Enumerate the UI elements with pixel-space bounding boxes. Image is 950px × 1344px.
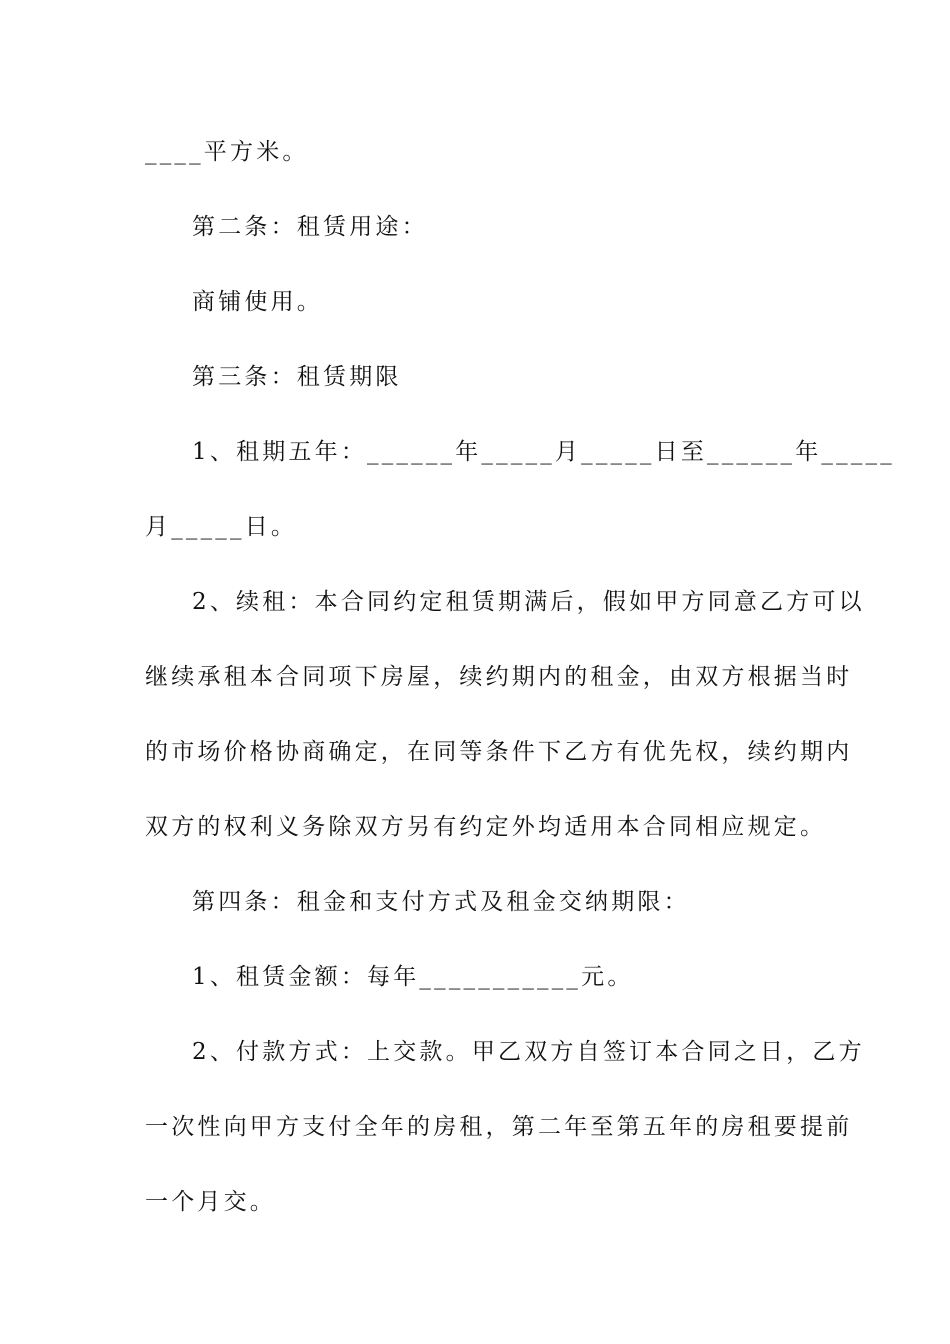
rent-amount-line: 1、租赁金额：每年___________元。	[192, 964, 634, 990]
renewal-paragraph-line-2: 继续承租本合同项下房屋，续约期内的租金，由双方根据当时	[145, 664, 853, 690]
article-2-heading: 第二条：租赁用途：	[192, 214, 428, 240]
payment-paragraph-line-1: 2、付款方式：上交款。甲乙双方自签订本合同之日，乙方	[192, 1039, 865, 1065]
renewal-paragraph-line-4: 双方的权利义务除双方另有约定外均适用本合同相应规定。	[145, 814, 827, 840]
renewal-paragraph-line-1: 2、续租：本合同约定租赁期满后，假如甲方同意乙方可以	[192, 589, 865, 615]
article-4-heading: 第四条：租金和支付方式及租金交纳期限：	[192, 889, 690, 915]
lease-term-line-continued: 月_____日。	[145, 514, 298, 540]
area-line: ____平方米。	[145, 139, 309, 165]
payment-paragraph-line-3: 一个月交。	[145, 1189, 276, 1215]
article-3-heading: 第三条：租赁期限	[192, 364, 402, 390]
usage-line: 商铺使用。	[192, 289, 323, 315]
payment-paragraph-line-2: 一次性向甲方支付全年的房租，第二年至第五年的房租要提前	[145, 1114, 853, 1140]
lease-term-line: 1、租期五年：______年_____月_____日至______年_____	[192, 439, 895, 465]
renewal-paragraph-line-3: 的市场价格协商确定，在同等条件下乙方有优先权，续约期内	[145, 739, 853, 765]
